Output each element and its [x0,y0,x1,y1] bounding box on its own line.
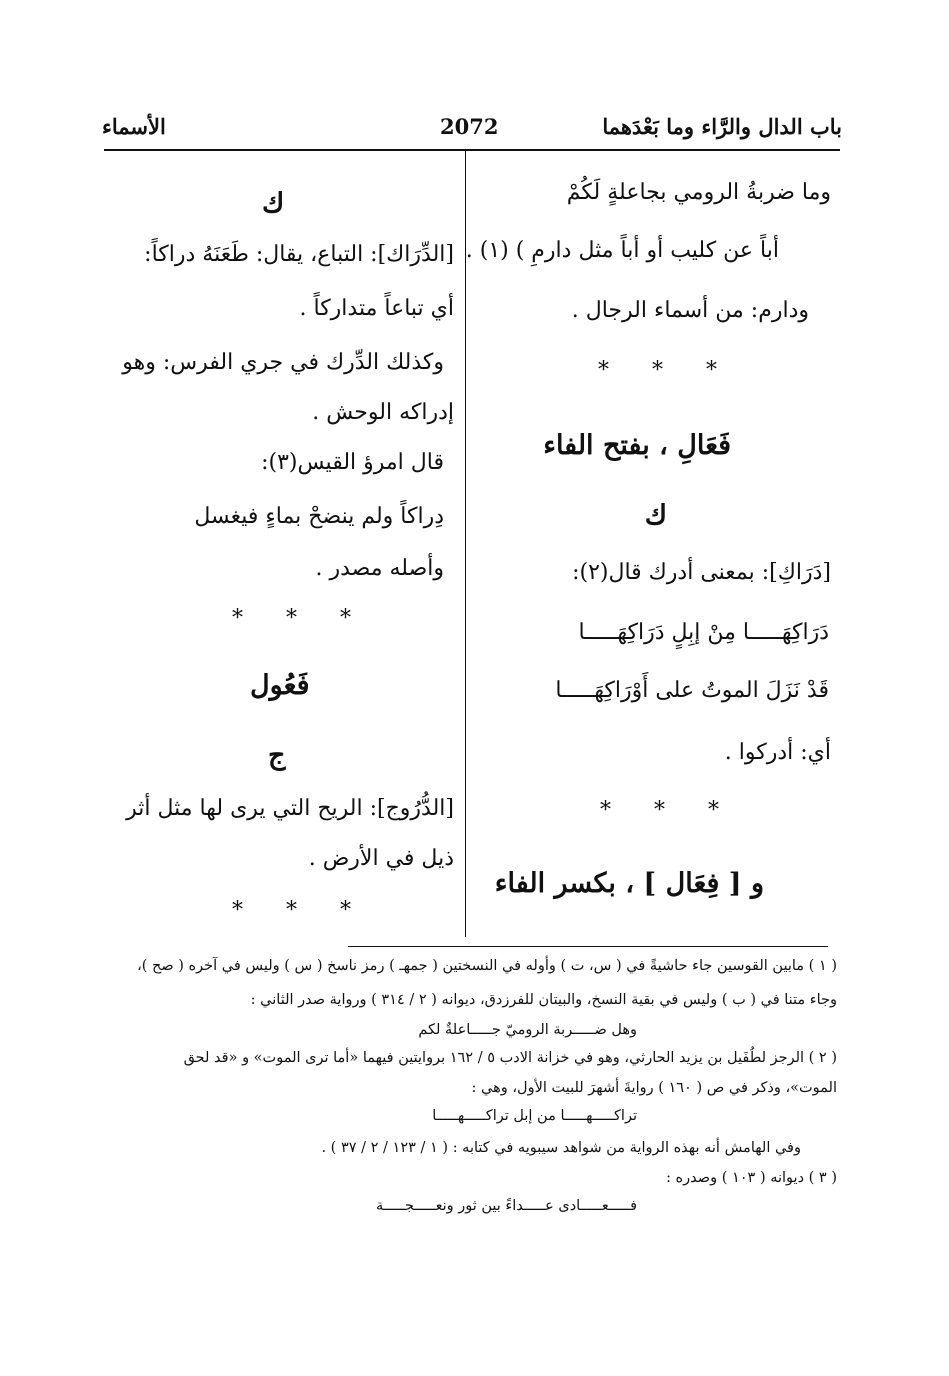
header-rule [104,149,840,151]
entry-line: قال امرؤ القيس(٣): [261,450,444,475]
page-number: 2072 [440,114,499,139]
footnote-2: ( ٢ ) الرجز لطُفَيل بن يزيد الحارثي، وهو في خزانة الادب ٥ / ١٦٢ بروايتين فيهما «أما ترى الموت» و «قد لحق [183,1050,837,1066]
separator-stars: * * * [232,606,369,631]
separator-stars: * * * [598,358,735,383]
letter-heading: ج [268,740,286,771]
footnote-rule [348,946,828,947]
entry-line: [دَرَاكِ]: بمعنى أدرك قال(٢): [572,560,831,585]
footnote-2-cont: الموت»، وذكر في ص ( ١٦٠ ) روايةَ أشهرَ للبيت الأول، وهي : [471,1080,837,1096]
entry-line: وأصله مصدر . [315,556,444,581]
footnote-1: ( ١ ) مابين القوسين جاء حاشيةً في ( س، ت ) وأوله في النسختين ( جمهـ ) رمز ناسخ ( س ) وليس في آخره ( صح )، [137,958,837,974]
entry-line: إدراكه الوحش . [312,400,454,425]
entry-line: وكذلك الدِّرك في جري الفرس: وهو [122,350,444,375]
letter-heading: ك [262,188,285,219]
pattern-heading: فَعَالِ ، بفتح الفاء [543,430,731,461]
column-divider [465,151,466,937]
footnote-3-verse: فـــــعـــــادى عـــــداءً بين ثور ونعـــــجـــــة [375,1198,637,1214]
gloss-line: أي: أدركوا . [724,740,831,765]
footnote-2-cont: وفي الهامش أنه بهذه الرواية من شواهد سيبويه في كتابه : ( ١ / ١٢٣ / ٢ / ٣٧ ) . [321,1140,801,1156]
separator-stars: * * * [232,898,369,923]
verse-line-1: وما ضربةُ الرومي بجاعلةٍ لَكُمْ [566,180,831,205]
footnote-1-verse: وهل ضـــــربة الروميّ جـــــاعلةٌ لكم [418,1022,637,1038]
footnote-3: ( ٣ ) ديوانه ( ١٠٣ ) وصدره : [666,1170,837,1186]
rajaz-verse-1: دَرَاكِهَـــــا مِنْ إبِلٍ دَرَاكِهَـــــا [578,620,829,645]
entry-line: [الدِّرَاك]: التباع، يقال: طَعَنَهُ دراكاً: [144,242,454,267]
running-title: باب الدال والرَّاء وما بَعْدَهما [602,114,842,139]
rajaz-verse-2: قَدْ نَزَلَ الموتُ على أَوْرَاكِهَـــــا [555,678,829,703]
entry-line: ذيل في الأرض . [308,846,454,871]
footnote-1-cont: وجاء متنا في ( ب ) وليس في بقية النسخ، والبيتان للفرزدق، ديوانه ( ٢ / ٣١٤ ) ورواية صدر الثاني : [250,992,837,1008]
section-title: الأسماء [102,114,166,139]
separator-stars: * * * [600,798,737,823]
footnote-2-verse: تراكـــــهـــــا من إبل تراكـــــهـــــا [432,1108,637,1124]
definition-line: ودارم: من أسماء الرجال . [571,298,809,323]
letter-heading: ك [644,500,667,531]
entry-line: أي تباعاً متداركاً . [299,296,454,321]
entry-line: [الدُّرُوج]: الريح التي يرى لها مثل أثر [126,796,454,821]
verse-line-2: أباً عن كليب أو أباً مثل دارمِ ) (١) . [465,238,779,263]
pattern-heading: فَعُول [250,670,310,701]
poem-hemistich: دِراكاً ولم ينضحْ بماءٍ فيغسل [194,504,444,529]
pattern-heading: و [ فِعَال ] ، بكسر الفاء [494,868,764,899]
